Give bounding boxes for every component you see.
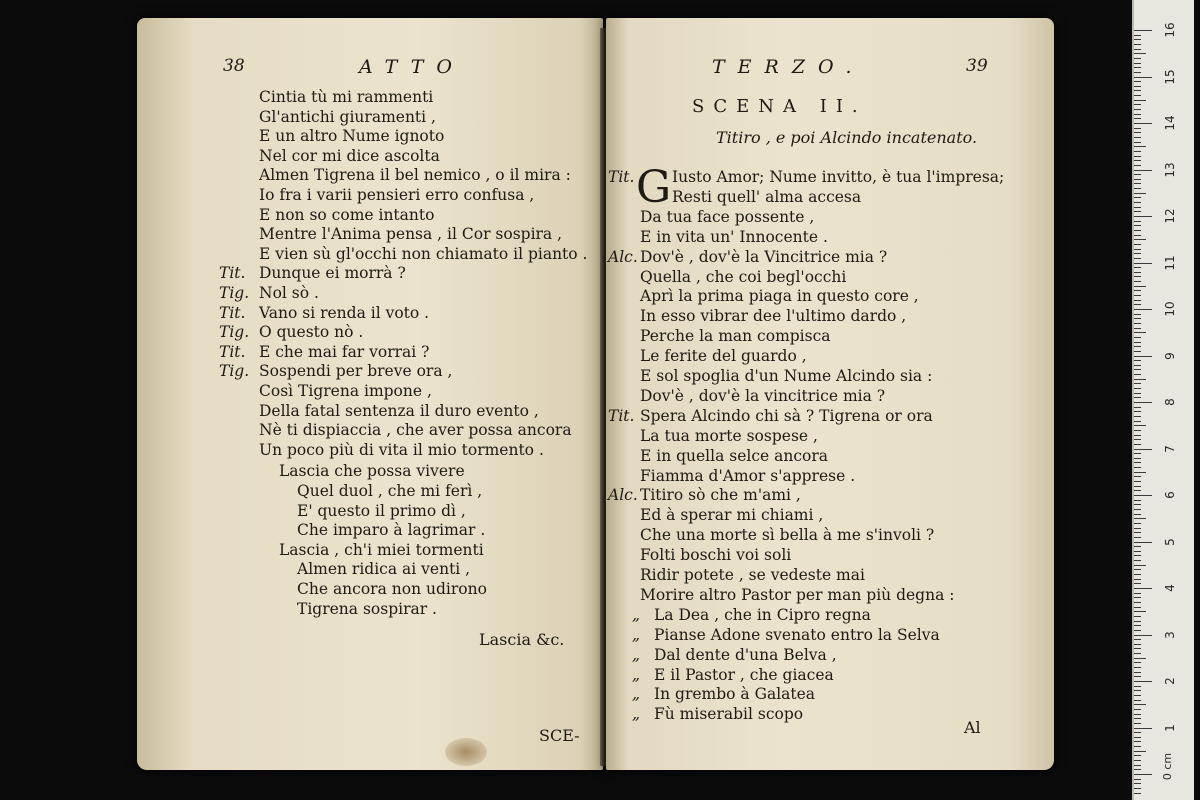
ruler-tick: [1134, 267, 1141, 268]
verse-line: Mentre l'Anima pensa , il Cor sospira ,: [259, 225, 563, 244]
ruler-number: 13: [1163, 161, 1177, 178]
ruler-tick: [1134, 565, 1146, 566]
right-page-number: 39: [966, 56, 988, 76]
ruler-tick: [1134, 346, 1141, 347]
aria-line: E' questo il primo dì ,: [297, 501, 466, 520]
left-running-head: ATTO: [359, 56, 465, 78]
verse-line: Morire altro Pastor per man più degna :: [640, 585, 955, 604]
ruler-tick: [1134, 728, 1152, 729]
verse-line: Perche la man compisca: [640, 327, 831, 346]
verse-line: In grembo à Galatea: [654, 685, 816, 704]
verse-line: Dunque ei morrà ?: [259, 264, 406, 283]
ruler-tick: [1134, 658, 1146, 659]
ruler-tick: [1134, 662, 1141, 663]
ruler-tick: [1134, 253, 1141, 254]
verse-line: Aprì la prima piaga in questo core ,: [640, 287, 919, 306]
verse-line: E in quella selce ancora: [640, 446, 829, 465]
verse-line: Dal dente d'una Belva ,: [654, 645, 837, 664]
ruler-tick: [1134, 369, 1141, 370]
ruler-tick: [1134, 309, 1152, 310]
ruler-tick: [1134, 90, 1141, 91]
ruler-number: 7: [1163, 444, 1177, 453]
quotation-mark: „: [632, 665, 641, 684]
ruler-number: 3: [1163, 630, 1177, 639]
ruler-tick: [1134, 188, 1141, 189]
ruler-tick: [1134, 44, 1141, 45]
ruler-tick: [1134, 746, 1141, 747]
ruler-tick: [1134, 235, 1141, 236]
ruler-tick: [1134, 249, 1141, 250]
ruler-tick: [1134, 388, 1141, 389]
ruler-tick: [1134, 676, 1141, 677]
verse-line: Titiro sò che m'ami ,: [640, 486, 801, 505]
verse-line: Sospendi per breve ora ,: [259, 362, 453, 381]
aria-line: Lascia che possa vivere: [279, 462, 465, 481]
speaker-label: Tig.: [219, 284, 250, 302]
verse-line: Nè ti dispiaccia , che aver possa ancora: [259, 421, 572, 440]
ruler-tick: [1134, 402, 1152, 403]
verse-line: Così Tigrena impone ,: [259, 382, 432, 400]
ruler-number: 14: [1163, 115, 1177, 131]
ruler-tick: [1134, 490, 1141, 491]
verse-line: Resti quell' alma accesa: [672, 187, 862, 206]
ruler-tick: [1134, 290, 1141, 291]
ruler-tick: [1134, 607, 1141, 608]
ruler-tick: [1134, 328, 1141, 329]
ruler-tick: [1134, 537, 1141, 538]
verse-line: Io fra i varii pensieri erro confusa ,: [259, 186, 535, 204]
left-page-number: 38: [223, 56, 245, 76]
scene-description: Titiro , e poi Alcindo incatenato.: [716, 128, 978, 147]
aria-line: Lascia , ch'i miei tormenti: [279, 540, 484, 559]
verse-line: E non so come intanto: [259, 205, 435, 224]
ruler-tick: [1134, 146, 1146, 147]
verse-line: Un poco più di vita il mio tormento .: [259, 440, 544, 459]
ruler-number: 5: [1163, 537, 1177, 546]
quotation-mark: „: [632, 685, 641, 704]
ruler-tick: [1134, 546, 1141, 547]
ruler-tick: [1134, 123, 1152, 124]
ruler-tick: [1134, 351, 1141, 352]
ruler-tick: [1134, 156, 1141, 157]
ruler-tick: [1134, 118, 1141, 119]
ruler-tick: [1134, 35, 1141, 36]
da-capo: Lascia &c.: [479, 630, 565, 649]
ruler-tick: [1134, 39, 1141, 40]
ruler-number: 9: [1163, 351, 1177, 360]
ruler-number: 4: [1163, 584, 1177, 592]
ruler-unit-label: 0 cm: [1161, 752, 1175, 781]
verse-line: Ed à sperar mi chiami ,: [640, 506, 824, 525]
ruler-tick: [1134, 630, 1141, 631]
aria-line: Che ancora non udirono: [297, 580, 487, 598]
verse-line: O questo nò .: [259, 323, 364, 342]
ruler-tick: [1134, 579, 1141, 580]
ruler-tick: [1134, 425, 1146, 426]
ruler-tick: [1134, 621, 1141, 622]
ruler-tick: [1134, 779, 1141, 780]
verse-line: E il Pastor , che giacea: [654, 665, 834, 684]
scene-title: SCENA II.: [692, 96, 867, 117]
ruler-number: 16: [1163, 22, 1177, 38]
ruler-tick: [1134, 128, 1141, 129]
ruler-tick: [1134, 783, 1141, 784]
verse-line: Dov'è , dov'è la Vincitrice mia ?: [640, 247, 888, 266]
ruler-tick: [1134, 793, 1141, 794]
ruler-tick: [1134, 179, 1141, 180]
verse-line: E sol spoglia d'un Nume Alcindo sia :: [640, 367, 933, 385]
ruler-tick: [1134, 104, 1141, 105]
ruler-tick: [1134, 523, 1141, 524]
ruler-tick: [1134, 393, 1141, 394]
speaker-label: Alc.: [608, 486, 638, 505]
ruler-tick: [1134, 616, 1141, 617]
verse-line: E vien sù gl'occhi non chiamato il pianto .: [259, 244, 588, 263]
ruler-tick: [1134, 690, 1141, 691]
right-running-head: TERZO.: [712, 56, 865, 78]
ruler-tick: [1134, 67, 1141, 68]
ruler-tick: [1134, 532, 1141, 533]
ruler-tick: [1134, 225, 1141, 226]
ruler-tick: [1134, 95, 1141, 96]
speaker-label: Tit.: [219, 342, 246, 361]
ruler-tick: [1134, 407, 1141, 408]
ruler-tick: [1134, 588, 1152, 589]
speaker-label: Tit.: [608, 168, 635, 186]
ruler-tick: [1134, 30, 1152, 31]
verse-line: Cintia tù mi rammenti: [259, 88, 434, 106]
ruler-tick: [1134, 625, 1141, 626]
ruler-tick: [1134, 611, 1146, 612]
ruler-tick: [1134, 430, 1141, 431]
ruler-tick: [1134, 263, 1152, 264]
ruler-tick: [1134, 509, 1141, 510]
quotation-mark: „: [632, 605, 641, 624]
ruler-tick: [1134, 383, 1141, 384]
verse-line: La tua morte sospese ,: [640, 426, 818, 445]
ruler-tick: [1134, 332, 1146, 333]
ruler-tick: [1134, 765, 1141, 766]
ruler-tick: [1134, 672, 1141, 673]
verse-line: Vano si renda il voto .: [259, 303, 430, 322]
ruler-tick: [1134, 476, 1141, 477]
verse-line: Spera Alcindo chi sà ? Tigrena or ora: [640, 406, 933, 425]
ruler-tick: [1134, 276, 1141, 277]
ruler-tick: [1134, 709, 1141, 710]
ruler-tick: [1134, 360, 1141, 361]
ruler-tick: [1134, 718, 1141, 719]
speaker-label: Alc.: [608, 247, 638, 266]
ruler-tick: [1134, 230, 1141, 231]
ruler-tick: [1134, 751, 1146, 752]
verse-line: Della fatal sentenza il duro evento ,: [259, 401, 539, 420]
verse-line: Quella , che coi begl'occhi: [640, 267, 847, 286]
ruler-tick: [1134, 174, 1141, 175]
verse-line: E un altro Nume ignoto: [259, 127, 445, 146]
ruler-tick: [1134, 714, 1141, 715]
verse-line: Nol sò .: [259, 284, 319, 302]
ruler-tick: [1134, 239, 1146, 240]
verse-line: E che mai far vorrai ?: [259, 342, 430, 361]
speaker-label: Tig.: [219, 323, 250, 342]
verse-line: Fù miserabil scopo: [654, 705, 804, 724]
ruler-tick: [1134, 518, 1146, 519]
verse-line: Iusto Amor; Nume invitto, è tua l'impresa;: [672, 168, 1005, 186]
left-page: [137, 18, 603, 770]
ruler-tick: [1134, 495, 1152, 496]
quotation-mark: „: [632, 625, 641, 644]
ruler-tick: [1134, 732, 1141, 733]
ruler-tick: [1134, 695, 1141, 696]
ruler-tick: [1134, 723, 1141, 724]
ruler-tick: [1134, 342, 1141, 343]
ruler-tick: [1134, 365, 1141, 366]
ruler-tick: [1134, 788, 1141, 789]
ruler-tick: [1134, 411, 1141, 412]
ruler-tick: [1134, 207, 1141, 208]
ruler-tick: [1134, 769, 1141, 770]
ruler-tick: [1134, 681, 1152, 682]
aria-line: Quel duol , che mi ferì ,: [297, 482, 483, 500]
ruler-tick: [1134, 467, 1141, 468]
ruler-tick: [1134, 165, 1141, 166]
ruler-tick: [1134, 114, 1141, 115]
verse-line: Ridir potete , se vedeste mai: [640, 566, 865, 584]
ruler-tick: [1134, 170, 1152, 171]
speaker-label: Tig.: [219, 362, 250, 381]
quotation-mark: „: [632, 705, 641, 724]
ruler-tick: [1134, 202, 1141, 203]
verse-line: Le ferite del guardo ,: [640, 347, 807, 366]
ruler-tick: [1134, 374, 1141, 375]
ruler-tick: [1134, 272, 1141, 273]
aria-line: Almen ridica ai venti ,: [297, 560, 471, 579]
ruler-tick: [1134, 435, 1141, 436]
ruler-tick: [1134, 453, 1141, 454]
verse-line: Folti boschi voi soli: [640, 546, 792, 565]
speaker-label: Tit.: [219, 264, 246, 283]
ruler-tick: [1134, 444, 1141, 445]
ruler-number: 2: [1163, 677, 1177, 685]
ruler-tick: [1134, 644, 1141, 645]
ruler-number: 15: [1163, 68, 1177, 85]
verse-line: Che una morte sì bella à me s'involi ?: [640, 526, 935, 545]
ruler-tick: [1134, 574, 1141, 575]
verse-line: Nel cor mi dice ascolta: [259, 146, 440, 165]
ruler-tick: [1134, 81, 1141, 82]
ruler-tick: [1134, 760, 1141, 761]
paper-stain: [445, 738, 487, 766]
ruler-tick: [1134, 486, 1141, 487]
verse-line: La Dea , che in Cipro regna: [654, 605, 871, 624]
speaker-label: Tit.: [608, 406, 635, 425]
ruler-tick: [1134, 304, 1141, 305]
ruler-tick: [1134, 583, 1141, 584]
verse-line: Da tua face possente ,: [640, 207, 815, 226]
ruler-tick: [1134, 462, 1141, 463]
verse-line: Gl'antichi giuramenti ,: [259, 107, 436, 126]
ruler-tick: [1134, 472, 1146, 473]
ruler-tick: [1134, 323, 1141, 324]
ruler-tick: [1134, 700, 1141, 701]
ruler-tick: [1134, 221, 1141, 222]
ruler-tick: [1134, 86, 1141, 87]
aria-line: Che imparo à lagrimar .: [297, 521, 486, 540]
verse-line: Dov'è , dov'è la vincitrice mia ?: [640, 386, 886, 405]
verse-line: Pianse Adone svenato entro la Selva: [654, 625, 940, 644]
verse-line: Almen Tigrena il bel nemico , o il mira :: [259, 166, 571, 185]
ruler-number: 12: [1163, 208, 1177, 224]
ruler-tick: [1134, 458, 1141, 459]
right-catchword: Al: [964, 718, 981, 737]
quotation-mark: „: [632, 645, 641, 664]
ruler-number: 11: [1163, 254, 1177, 271]
ruler-tick: [1134, 281, 1141, 282]
ruler-tick: [1134, 137, 1141, 138]
ruler-tick: [1134, 569, 1141, 570]
ruler-tick: [1134, 77, 1152, 78]
measuring-ruler: [1132, 0, 1194, 800]
ruler-tick: [1134, 286, 1146, 287]
ruler-tick: [1134, 151, 1141, 152]
ruler-tick: [1134, 439, 1141, 440]
ruler-tick: [1134, 100, 1146, 101]
ruler-tick: [1134, 737, 1141, 738]
ruler-tick: [1134, 555, 1141, 556]
ruler-tick: [1134, 421, 1141, 422]
verse-line: E in vita un' Innocente .: [640, 227, 828, 246]
right-page: [606, 18, 1054, 770]
ruler-tick: [1134, 774, 1152, 775]
ruler-tick: [1134, 755, 1141, 756]
ruler-tick: [1134, 211, 1141, 212]
ruler-tick: [1134, 504, 1141, 505]
ruler-tick: [1134, 142, 1141, 143]
ruler-tick: [1134, 295, 1141, 296]
ruler-number: 1: [1163, 723, 1177, 732]
ruler-tick: [1134, 109, 1141, 110]
ruler-tick: [1134, 53, 1146, 54]
ruler-tick: [1134, 686, 1141, 687]
ruler-tick: [1134, 560, 1141, 561]
verse-line: Fiamma d'Amor s'apprese .: [640, 466, 856, 485]
ruler-tick: [1134, 528, 1141, 529]
ruler-tick: [1134, 356, 1152, 357]
ruler-tick: [1134, 635, 1152, 636]
ruler-tick: [1134, 183, 1141, 184]
speaker-label: Tit.: [219, 303, 246, 322]
aria-line: Tigrena sospirar .: [297, 599, 437, 618]
ruler-tick: [1134, 514, 1141, 515]
ruler-tick: [1134, 160, 1141, 161]
ruler-number: 8: [1163, 398, 1177, 406]
ruler-tick: [1134, 63, 1141, 64]
ruler-tick: [1134, 193, 1146, 194]
ruler-tick: [1134, 197, 1141, 198]
ruler-tick: [1134, 314, 1141, 315]
ruler-tick: [1134, 593, 1141, 594]
left-catchword: SCE-: [539, 726, 580, 745]
ruler-tick: [1134, 244, 1141, 245]
ruler-tick: [1134, 648, 1141, 649]
ruler-tick: [1134, 597, 1141, 598]
ruler-tick: [1134, 500, 1141, 501]
ruler-tick: [1134, 741, 1141, 742]
ruler-tick: [1134, 639, 1141, 640]
ruler-tick: [1134, 258, 1141, 259]
ruler-tick: [1134, 318, 1141, 319]
ruler-tick: [1134, 481, 1141, 482]
verse-line: In esso vibrar dee l'ultimo dardo ,: [640, 307, 907, 326]
ruler-tick: [1134, 300, 1141, 301]
ruler-tick: [1134, 704, 1146, 705]
ruler-number: 10: [1163, 301, 1177, 317]
ruler-tick: [1134, 72, 1141, 73]
ruler-tick: [1134, 49, 1141, 50]
ruler-tick: [1134, 653, 1141, 654]
ruler-tick: [1134, 379, 1146, 380]
ruler-tick: [1134, 416, 1141, 417]
ruler-tick: [1134, 216, 1152, 217]
ruler-tick: [1134, 551, 1141, 552]
ruler-tick: [1134, 132, 1141, 133]
ruler-tick: [1134, 602, 1141, 603]
ruler-tick: [1134, 542, 1152, 543]
ruler-tick: [1134, 397, 1141, 398]
drop-cap: G: [636, 162, 672, 213]
ruler-tick: [1134, 449, 1152, 450]
ruler-tick: [1134, 58, 1141, 59]
ruler-tick: [1134, 667, 1141, 668]
ruler-number: 6: [1163, 491, 1177, 499]
ruler-tick: [1134, 337, 1141, 338]
